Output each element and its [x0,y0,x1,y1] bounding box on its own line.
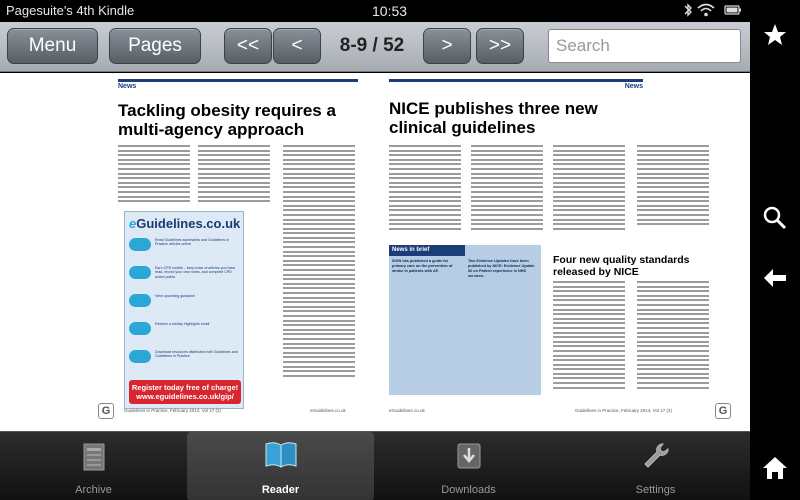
article-text-col1 [389,145,461,241]
bookmark-star-button[interactable] [750,12,800,62]
subheadline: Four new quality standards released by NICE [553,254,690,278]
page-footer: Guidelines in Practice, February 2014, Vol 17 (2) [575,408,673,413]
register-link[interactable]: Register today free of charge! www.eguidelines.co.uk/gip/ [129,380,241,404]
guidelines-logo-icon: G [715,403,731,419]
home-button[interactable] [750,445,800,495]
page-left[interactable] [0,73,375,431]
ad-feature-row: Read Guidelines summaries and Guidelines in Practice articles online [129,236,241,254]
ad-feature-row: Receive a weekly Highlights email [129,320,241,338]
prev-page-button[interactable]: < [273,28,321,64]
email-icon [129,322,151,335]
nav-downloads[interactable]: Downloads [375,432,562,500]
system-rail [750,0,800,500]
article2-text-col2 [637,281,709,405]
next-page-button[interactable]: > [423,28,471,64]
article-text-col4 [637,145,709,237]
nav-archive[interactable]: Archive [0,432,187,500]
search-input[interactable] [548,29,741,63]
article2-text-col1 [553,281,625,405]
page-footer: Guidelines in Practice, February 2014, Vol 17 (2) [124,408,222,413]
download-icon [456,440,482,477]
cpd-icon [129,266,151,279]
last-page-button[interactable]: >> [476,28,524,64]
menu-button[interactable]: Menu [7,28,98,64]
back-arrow-icon [762,267,788,294]
article-text-col1 [118,145,190,209]
download-icon [129,350,151,363]
wrench-icon [641,440,671,477]
news-in-brief-box[interactable] [389,245,541,395]
ad-feature-row: Download resources distributed with Guidelines and Guidelines in Practice [129,348,241,366]
reader-toolbar [0,22,750,72]
page-right[interactable] [375,73,750,431]
ad-feature-row: Earn CPD credits – keep track of articles you have read, record your own notes, and complete CPD action points [129,264,241,282]
status-bar [0,0,750,22]
eguidelines-advert[interactable] [124,211,244,409]
pages-button[interactable]: Pages [109,28,201,64]
bottom-navigation [0,431,750,500]
nav-reader[interactable]: Reader [187,432,374,500]
section-label [389,79,631,93]
open-book-icon [264,440,298,475]
page-indicator: 8-9 / 52 [339,35,405,56]
section-label: News [118,79,358,93]
home-icon [761,455,789,486]
glasses-icon [129,238,151,251]
ad-feature-row: View upcoming guidance [129,292,241,310]
section-label-news: News [613,79,643,93]
bluetooth-icon [683,3,693,20]
battery-icon [724,3,742,20]
brief-column-2: Two Evidence Updates have been published by NICE: Evidence Update 52 on Patient experience in NHS services. [468,259,535,278]
clock: 10:53 [372,3,408,19]
search-icon [762,205,788,236]
article-text-col2 [471,145,543,241]
star-icon [762,22,788,53]
back-button[interactable] [750,255,800,305]
eguidelines-logo: eGuidelines.co.uk [129,216,241,231]
article-text-col3 [553,145,625,241]
nav-settings[interactable]: Settings [562,432,749,500]
page-footer-site: eGuidelines.co.uk [310,408,346,413]
article-text-col3 [283,145,355,405]
page-footer-site: eGuidelines.co.uk [389,408,425,413]
guidance-icon [129,294,151,307]
article-text-col2 [198,145,270,209]
wifi-icon [697,3,715,20]
search-button[interactable] [750,195,800,245]
guidelines-logo-icon: G [98,403,114,419]
article-headline: NICE publishes three new clinical guidelines [389,99,598,138]
brief-column-1: SIGN has published a guide for primary care on the prevention of stroke in patients with AF. [392,259,453,273]
magazine-spread[interactable] [0,73,750,431]
article-headline: Tackling obesity requires a multi-agency approach [118,101,336,140]
app-title: Pagesuite's 4th Kindle [6,3,135,18]
archive-icon [81,440,107,479]
news-in-brief-title: News in brief [389,245,465,256]
first-page-button[interactable]: << [224,28,272,64]
